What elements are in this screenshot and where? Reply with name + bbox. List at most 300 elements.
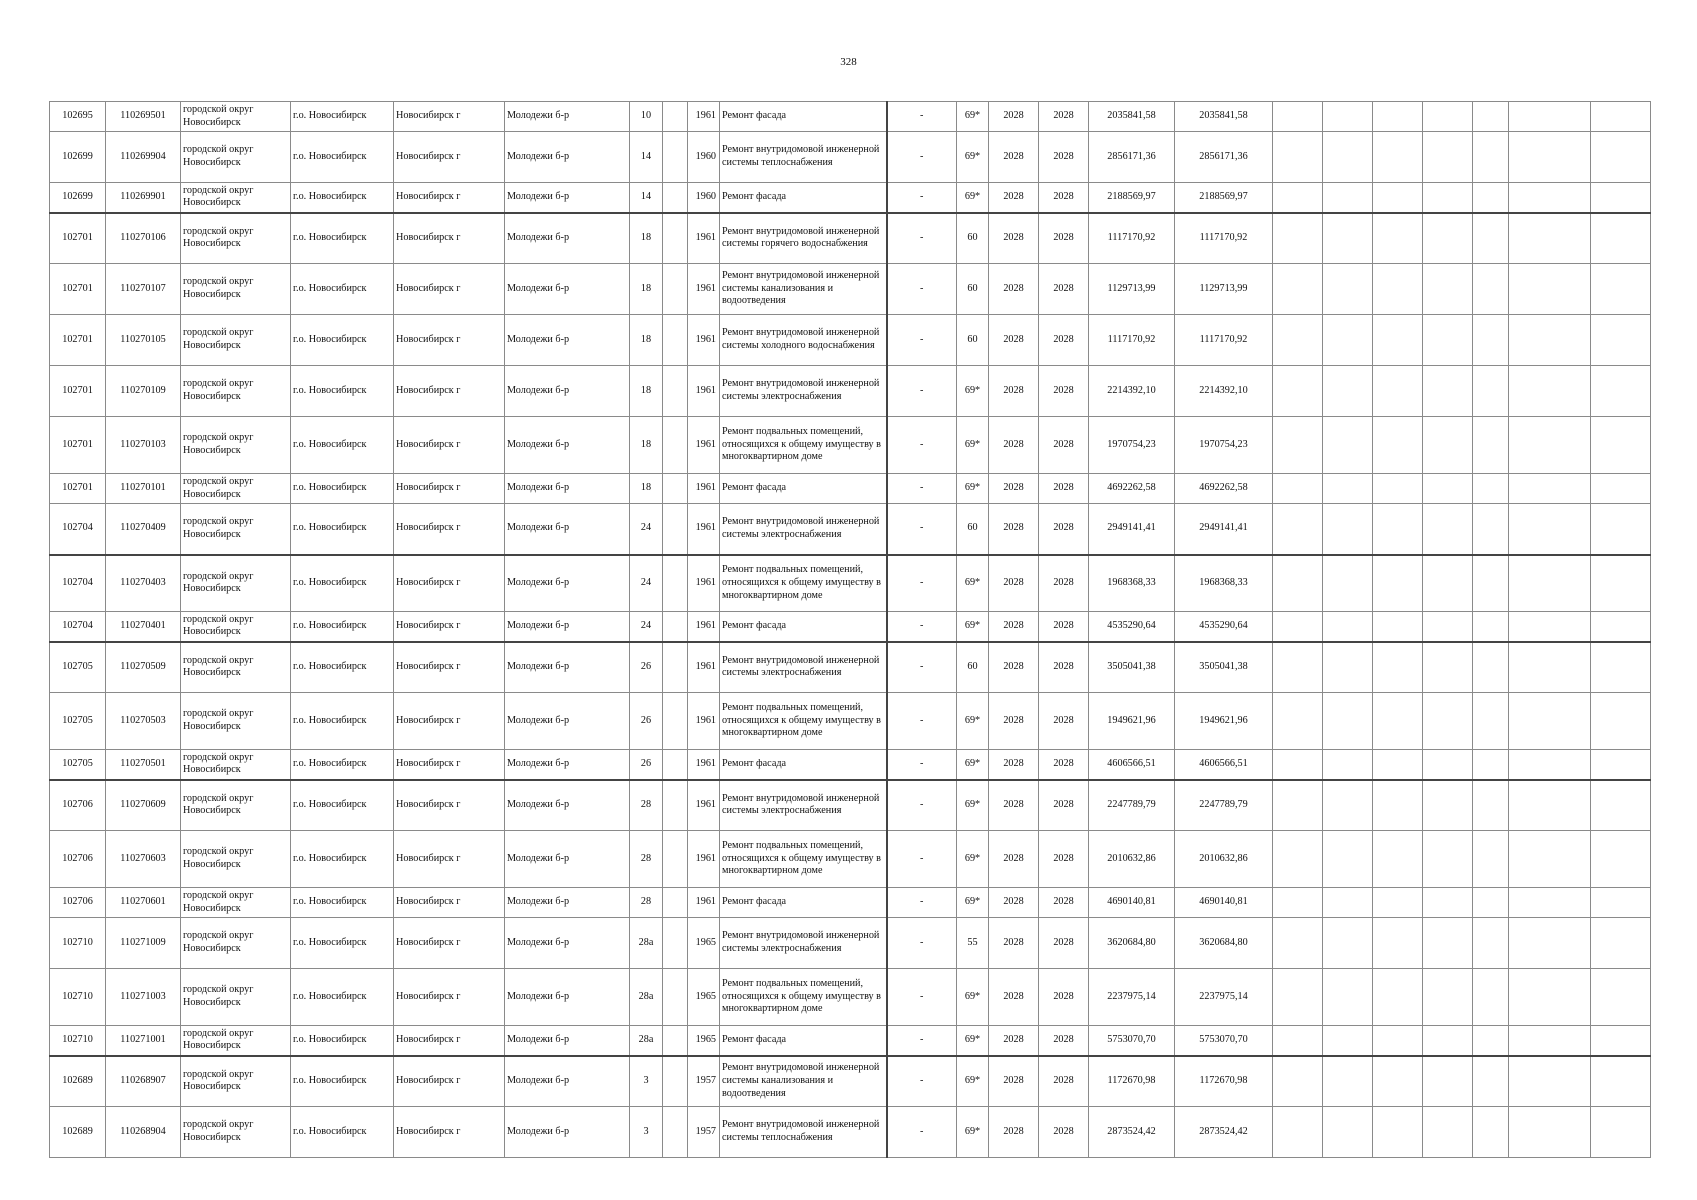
cell-empty bbox=[1323, 780, 1373, 831]
cell-empty bbox=[1423, 888, 1473, 918]
cell-id: 102704 bbox=[50, 504, 106, 555]
cell-amount-total: 2949141,41 bbox=[1089, 504, 1175, 555]
cell-dash: - bbox=[887, 366, 957, 417]
cell-street: Молодежи б-р bbox=[505, 612, 630, 642]
cell-district: городской округ Новосибирск bbox=[181, 315, 291, 366]
cell-empty bbox=[1273, 1026, 1323, 1056]
cell-id: 102701 bbox=[50, 366, 106, 417]
cell-empty bbox=[1373, 213, 1423, 264]
cell-fact-year: 2028 bbox=[1039, 474, 1089, 504]
table-row bbox=[50, 750, 1651, 780]
cell-municipality: г.о. Новосибирск bbox=[291, 504, 394, 555]
cell-year: 1961 bbox=[688, 213, 720, 264]
cell-municipality: г.о. Новосибирск bbox=[291, 417, 394, 474]
cell-municipality: г.о. Новосибирск bbox=[291, 612, 394, 642]
cell-empty bbox=[1373, 1107, 1423, 1158]
cell-fact-year: 2028 bbox=[1039, 132, 1089, 183]
cell-house: 26 bbox=[630, 693, 663, 750]
cell-empty bbox=[1591, 642, 1651, 693]
cell-work-type: Ремонт внутридомовой инженерной системы горячего водоснабжения bbox=[720, 213, 887, 264]
cell-year: 1961 bbox=[688, 642, 720, 693]
cell-city: Новосибирск г bbox=[394, 504, 505, 555]
cell-house: 3 bbox=[630, 1056, 663, 1107]
cell-empty bbox=[1423, 102, 1473, 132]
cell-empty bbox=[1473, 132, 1509, 183]
cell-year: 1957 bbox=[688, 1056, 720, 1107]
cell-empty bbox=[1509, 264, 1591, 315]
cell-id: 102704 bbox=[50, 555, 106, 612]
cell-letter bbox=[663, 642, 688, 693]
cell-empty bbox=[1591, 1026, 1651, 1056]
cell-letter bbox=[663, 417, 688, 474]
cell-empty bbox=[1273, 918, 1323, 969]
cell-code: 110271001 bbox=[106, 1026, 181, 1056]
cell-empty bbox=[1509, 102, 1591, 132]
cell-letter bbox=[663, 102, 688, 132]
cell-city: Новосибирск г bbox=[394, 102, 505, 132]
cell-empty bbox=[1509, 555, 1591, 612]
cell-empty bbox=[1273, 132, 1323, 183]
cell-city: Новосибирск г bbox=[394, 474, 505, 504]
cell-wear: 60 bbox=[957, 315, 989, 366]
cell-code: 110270107 bbox=[106, 264, 181, 315]
cell-empty bbox=[1473, 1107, 1509, 1158]
cell-empty bbox=[1423, 474, 1473, 504]
cell-empty bbox=[1373, 417, 1423, 474]
cell-work-type: Ремонт фасада bbox=[720, 183, 887, 213]
table-row bbox=[50, 504, 1651, 555]
cell-work-type: Ремонт внутридомовой инженерной системы холодного водоснабжения bbox=[720, 315, 887, 366]
cell-fact-year: 2028 bbox=[1039, 264, 1089, 315]
cell-amount-total: 2237975,14 bbox=[1089, 969, 1175, 1026]
cell-empty bbox=[1509, 366, 1591, 417]
cell-empty bbox=[1473, 831, 1509, 888]
cell-amount-total: 2247789,79 bbox=[1089, 780, 1175, 831]
cell-city: Новосибирск г bbox=[394, 693, 505, 750]
cell-empty bbox=[1473, 213, 1509, 264]
cell-empty bbox=[1323, 750, 1373, 780]
cell-empty bbox=[1509, 504, 1591, 555]
cell-work-type: Ремонт фасада bbox=[720, 102, 887, 132]
cell-empty bbox=[1591, 612, 1651, 642]
cell-empty bbox=[1473, 474, 1509, 504]
cell-code: 110270101 bbox=[106, 474, 181, 504]
cell-work-type: Ремонт внутридомовой инженерной системы электроснабжения bbox=[720, 366, 887, 417]
cell-empty bbox=[1273, 1107, 1323, 1158]
cell-street: Молодежи б-р bbox=[505, 1107, 630, 1158]
table-row bbox=[50, 888, 1651, 918]
cell-wear: 69* bbox=[957, 831, 989, 888]
cell-fact-year: 2028 bbox=[1039, 969, 1089, 1026]
cell-plan-year: 2028 bbox=[989, 504, 1039, 555]
cell-year: 1961 bbox=[688, 612, 720, 642]
cell-house: 24 bbox=[630, 555, 663, 612]
cell-district: городской округ Новосибирск bbox=[181, 888, 291, 918]
cell-empty bbox=[1273, 474, 1323, 504]
cell-empty bbox=[1323, 612, 1373, 642]
table-row bbox=[50, 1056, 1651, 1107]
cell-street: Молодежи б-р bbox=[505, 132, 630, 183]
cell-wear: 69* bbox=[957, 612, 989, 642]
cell-street: Молодежи б-р bbox=[505, 1026, 630, 1056]
cell-house: 28 bbox=[630, 831, 663, 888]
cell-district: городской округ Новосибирск bbox=[181, 780, 291, 831]
cell-wear: 69* bbox=[957, 750, 989, 780]
cell-street: Молодежи б-р bbox=[505, 969, 630, 1026]
cell-amount-total: 3620684,80 bbox=[1089, 918, 1175, 969]
cell-house: 28 bbox=[630, 780, 663, 831]
cell-amount-fund: 2856171,36 bbox=[1175, 132, 1273, 183]
cell-empty bbox=[1323, 213, 1373, 264]
cell-fact-year: 2028 bbox=[1039, 612, 1089, 642]
cell-code: 110270603 bbox=[106, 831, 181, 888]
cell-municipality: г.о. Новосибирск bbox=[291, 264, 394, 315]
cell-id: 102701 bbox=[50, 315, 106, 366]
cell-fact-year: 2028 bbox=[1039, 102, 1089, 132]
cell-amount-total: 4535290,64 bbox=[1089, 612, 1175, 642]
cell-plan-year: 2028 bbox=[989, 474, 1039, 504]
cell-empty bbox=[1323, 417, 1373, 474]
cell-year: 1961 bbox=[688, 888, 720, 918]
cell-empty bbox=[1323, 366, 1373, 417]
cell-empty bbox=[1473, 264, 1509, 315]
cell-dash: - bbox=[887, 888, 957, 918]
cell-municipality: г.о. Новосибирск bbox=[291, 1107, 394, 1158]
cell-district: городской округ Новосибирск bbox=[181, 1026, 291, 1056]
cell-district: городской округ Новосибирск bbox=[181, 918, 291, 969]
cell-house: 28а bbox=[630, 1026, 663, 1056]
cell-id: 102706 bbox=[50, 780, 106, 831]
cell-street: Молодежи б-р bbox=[505, 888, 630, 918]
cell-letter bbox=[663, 693, 688, 750]
cell-empty bbox=[1473, 417, 1509, 474]
cell-district: городской округ Новосибирск bbox=[181, 213, 291, 264]
cell-empty bbox=[1591, 693, 1651, 750]
cell-letter bbox=[663, 612, 688, 642]
cell-year: 1961 bbox=[688, 264, 720, 315]
table-row bbox=[50, 1026, 1651, 1056]
cell-empty bbox=[1373, 366, 1423, 417]
cell-wear: 69* bbox=[957, 132, 989, 183]
cell-work-type: Ремонт внутридомовой инженерной системы электроснабжения bbox=[720, 918, 887, 969]
cell-year: 1961 bbox=[688, 780, 720, 831]
cell-city: Новосибирск г bbox=[394, 918, 505, 969]
cell-empty bbox=[1591, 969, 1651, 1026]
cell-work-type: Ремонт внутридомовой инженерной системы канализования и водоотведения bbox=[720, 1056, 887, 1107]
cell-id: 102699 bbox=[50, 132, 106, 183]
cell-empty bbox=[1423, 264, 1473, 315]
cell-amount-total: 1117170,92 bbox=[1089, 213, 1175, 264]
cell-house: 3 bbox=[630, 1107, 663, 1158]
cell-empty bbox=[1323, 474, 1373, 504]
cell-empty bbox=[1509, 315, 1591, 366]
cell-amount-total: 2010632,86 bbox=[1089, 831, 1175, 888]
cell-id: 102706 bbox=[50, 831, 106, 888]
cell-amount-fund: 1117170,92 bbox=[1175, 315, 1273, 366]
cell-fact-year: 2028 bbox=[1039, 213, 1089, 264]
cell-fact-year: 2028 bbox=[1039, 183, 1089, 213]
cell-district: городской округ Новосибирск bbox=[181, 969, 291, 1026]
cell-year: 1961 bbox=[688, 693, 720, 750]
cell-empty bbox=[1423, 183, 1473, 213]
cell-work-type: Ремонт подвальных помещений, относящихся к общему имуществу в многоквартирном доме bbox=[720, 417, 887, 474]
cell-empty bbox=[1373, 831, 1423, 888]
cell-dash: - bbox=[887, 831, 957, 888]
cell-fact-year: 2028 bbox=[1039, 1026, 1089, 1056]
cell-amount-total: 2856171,36 bbox=[1089, 132, 1175, 183]
cell-municipality: г.о. Новосибирск bbox=[291, 555, 394, 612]
cell-amount-total: 5753070,70 bbox=[1089, 1026, 1175, 1056]
cell-id: 102710 bbox=[50, 918, 106, 969]
cell-empty bbox=[1323, 132, 1373, 183]
cell-house: 24 bbox=[630, 612, 663, 642]
cell-empty bbox=[1373, 555, 1423, 612]
cell-amount-fund: 3505041,38 bbox=[1175, 642, 1273, 693]
cell-street: Молодежи б-р bbox=[505, 366, 630, 417]
table-row bbox=[50, 315, 1651, 366]
cell-district: городской округ Новосибирск bbox=[181, 183, 291, 213]
cell-empty bbox=[1323, 642, 1373, 693]
cell-plan-year: 2028 bbox=[989, 366, 1039, 417]
cell-municipality: г.о. Новосибирск bbox=[291, 213, 394, 264]
cell-city: Новосибирск г bbox=[394, 132, 505, 183]
cell-empty bbox=[1373, 504, 1423, 555]
cell-code: 110268904 bbox=[106, 1107, 181, 1158]
cell-plan-year: 2028 bbox=[989, 213, 1039, 264]
cell-id: 102699 bbox=[50, 183, 106, 213]
cell-district: городской округ Новосибирск bbox=[181, 612, 291, 642]
cell-amount-total: 4692262,58 bbox=[1089, 474, 1175, 504]
cell-fact-year: 2028 bbox=[1039, 417, 1089, 474]
cell-amount-total: 1968368,33 bbox=[1089, 555, 1175, 612]
cell-empty bbox=[1509, 417, 1591, 474]
cell-empty bbox=[1373, 183, 1423, 213]
cell-district: городской округ Новосибирск bbox=[181, 102, 291, 132]
cell-empty bbox=[1591, 750, 1651, 780]
cell-house: 18 bbox=[630, 213, 663, 264]
cell-code: 110270409 bbox=[106, 504, 181, 555]
cell-empty bbox=[1423, 417, 1473, 474]
cell-empty bbox=[1423, 1056, 1473, 1107]
cell-city: Новосибирск г bbox=[394, 366, 505, 417]
cell-code: 110269904 bbox=[106, 132, 181, 183]
cell-empty bbox=[1323, 693, 1373, 750]
cell-code: 110270609 bbox=[106, 780, 181, 831]
cell-fact-year: 2028 bbox=[1039, 504, 1089, 555]
cell-amount-fund: 2237975,14 bbox=[1175, 969, 1273, 1026]
cell-empty bbox=[1273, 183, 1323, 213]
cell-empty bbox=[1509, 1026, 1591, 1056]
cell-amount-total: 1117170,92 bbox=[1089, 315, 1175, 366]
cell-district: городской округ Новосибирск bbox=[181, 132, 291, 183]
cell-empty bbox=[1473, 693, 1509, 750]
table-row bbox=[50, 612, 1651, 642]
cell-year: 1961 bbox=[688, 474, 720, 504]
cell-amount-total: 2873524,42 bbox=[1089, 1107, 1175, 1158]
cell-district: городской округ Новосибирск bbox=[181, 504, 291, 555]
cell-amount-fund: 2247789,79 bbox=[1175, 780, 1273, 831]
cell-empty bbox=[1273, 417, 1323, 474]
cell-year: 1960 bbox=[688, 132, 720, 183]
cell-id: 102701 bbox=[50, 264, 106, 315]
cell-id: 102710 bbox=[50, 969, 106, 1026]
table-row bbox=[50, 969, 1651, 1026]
cell-dash: - bbox=[887, 132, 957, 183]
cell-empty bbox=[1591, 102, 1651, 132]
cell-plan-year: 2028 bbox=[989, 918, 1039, 969]
cell-code: 110270509 bbox=[106, 642, 181, 693]
cell-amount-total: 4690140,81 bbox=[1089, 888, 1175, 918]
cell-letter bbox=[663, 1026, 688, 1056]
cell-code: 110270503 bbox=[106, 693, 181, 750]
cell-work-type: Ремонт внутридомовой инженерной системы теплоснабжения bbox=[720, 132, 887, 183]
cell-city: Новосибирск г bbox=[394, 264, 505, 315]
cell-wear: 69* bbox=[957, 1026, 989, 1056]
cell-fact-year: 2028 bbox=[1039, 642, 1089, 693]
cell-municipality: г.о. Новосибирск bbox=[291, 183, 394, 213]
cell-dash: - bbox=[887, 1107, 957, 1158]
cell-empty bbox=[1423, 504, 1473, 555]
cell-dash: - bbox=[887, 1026, 957, 1056]
cell-id: 102706 bbox=[50, 888, 106, 918]
cell-empty bbox=[1273, 780, 1323, 831]
cell-house: 24 bbox=[630, 504, 663, 555]
cell-empty bbox=[1591, 474, 1651, 504]
cell-year: 1961 bbox=[688, 315, 720, 366]
cell-house: 18 bbox=[630, 417, 663, 474]
cell-wear: 69* bbox=[957, 474, 989, 504]
cell-empty bbox=[1323, 315, 1373, 366]
cell-plan-year: 2028 bbox=[989, 264, 1039, 315]
cell-dash: - bbox=[887, 183, 957, 213]
cell-empty bbox=[1473, 102, 1509, 132]
cell-city: Новосибирск г bbox=[394, 750, 505, 780]
cell-municipality: г.о. Новосибирск bbox=[291, 888, 394, 918]
cell-plan-year: 2028 bbox=[989, 1056, 1039, 1107]
cell-id: 102689 bbox=[50, 1107, 106, 1158]
cell-district: городской округ Новосибирск bbox=[181, 555, 291, 612]
cell-plan-year: 2028 bbox=[989, 1026, 1039, 1056]
cell-empty bbox=[1273, 213, 1323, 264]
cell-empty bbox=[1373, 693, 1423, 750]
cell-empty bbox=[1473, 366, 1509, 417]
cell-empty bbox=[1423, 1107, 1473, 1158]
cell-empty bbox=[1373, 612, 1423, 642]
cell-wear: 69* bbox=[957, 366, 989, 417]
cell-empty bbox=[1323, 1107, 1373, 1158]
table-row bbox=[50, 417, 1651, 474]
cell-municipality: г.о. Новосибирск bbox=[291, 132, 394, 183]
cell-district: городской округ Новосибирск bbox=[181, 831, 291, 888]
cell-work-type: Ремонт фасада bbox=[720, 1026, 887, 1056]
cell-amount-fund: 1970754,23 bbox=[1175, 417, 1273, 474]
cell-empty bbox=[1423, 366, 1473, 417]
cell-street: Молодежи б-р bbox=[505, 555, 630, 612]
cell-year: 1961 bbox=[688, 831, 720, 888]
cell-empty bbox=[1509, 642, 1591, 693]
cell-district: городской округ Новосибирск bbox=[181, 693, 291, 750]
cell-municipality: г.о. Новосибирск bbox=[291, 831, 394, 888]
cell-wear: 60 bbox=[957, 264, 989, 315]
cell-empty bbox=[1509, 1107, 1591, 1158]
cell-letter bbox=[663, 750, 688, 780]
cell-street: Молодежи б-р bbox=[505, 918, 630, 969]
cell-municipality: г.о. Новосибирск bbox=[291, 693, 394, 750]
cell-fact-year: 2028 bbox=[1039, 1056, 1089, 1107]
cell-empty bbox=[1591, 264, 1651, 315]
cell-wear: 69* bbox=[957, 888, 989, 918]
cell-empty bbox=[1473, 612, 1509, 642]
cell-empty bbox=[1423, 831, 1473, 888]
cell-street: Молодежи б-р bbox=[505, 417, 630, 474]
table-row bbox=[50, 132, 1651, 183]
cell-municipality: г.о. Новосибирск bbox=[291, 918, 394, 969]
cell-empty bbox=[1423, 213, 1473, 264]
cell-id: 102705 bbox=[50, 693, 106, 750]
cell-plan-year: 2028 bbox=[989, 831, 1039, 888]
cell-code: 110269501 bbox=[106, 102, 181, 132]
cell-house: 14 bbox=[630, 183, 663, 213]
cell-municipality: г.о. Новосибирск bbox=[291, 969, 394, 1026]
cell-dash: - bbox=[887, 102, 957, 132]
cell-empty bbox=[1373, 102, 1423, 132]
cell-year: 1961 bbox=[688, 417, 720, 474]
cell-year: 1961 bbox=[688, 504, 720, 555]
cell-empty bbox=[1509, 693, 1591, 750]
table-row bbox=[50, 264, 1651, 315]
cell-year: 1965 bbox=[688, 1026, 720, 1056]
cell-city: Новосибирск г bbox=[394, 1107, 505, 1158]
cell-empty bbox=[1373, 1056, 1423, 1107]
cell-street: Молодежи б-р bbox=[505, 750, 630, 780]
cell-code: 110271009 bbox=[106, 918, 181, 969]
cell-amount-fund: 4692262,58 bbox=[1175, 474, 1273, 504]
cell-city: Новосибирск г bbox=[394, 315, 505, 366]
cell-fact-year: 2028 bbox=[1039, 780, 1089, 831]
cell-empty bbox=[1373, 264, 1423, 315]
cell-empty bbox=[1423, 612, 1473, 642]
cell-empty bbox=[1273, 102, 1323, 132]
cell-empty bbox=[1323, 102, 1373, 132]
cell-house: 18 bbox=[630, 315, 663, 366]
cell-letter bbox=[663, 504, 688, 555]
cell-dash: - bbox=[887, 555, 957, 612]
cell-empty bbox=[1473, 315, 1509, 366]
cell-empty bbox=[1323, 888, 1373, 918]
cell-street: Молодежи б-р bbox=[505, 1056, 630, 1107]
cell-amount-fund: 1129713,99 bbox=[1175, 264, 1273, 315]
table-row bbox=[50, 1107, 1651, 1158]
cell-city: Новосибирск г bbox=[394, 969, 505, 1026]
cell-wear: 55 bbox=[957, 918, 989, 969]
cell-work-type: Ремонт подвальных помещений, относящихся к общему имуществу в многоквартирном доме bbox=[720, 969, 887, 1026]
cell-dash: - bbox=[887, 693, 957, 750]
cell-work-type: Ремонт внутридомовой инженерной системы электроснабжения bbox=[720, 504, 887, 555]
table-row bbox=[50, 213, 1651, 264]
cell-letter bbox=[663, 213, 688, 264]
cell-empty bbox=[1473, 504, 1509, 555]
cell-letter bbox=[663, 366, 688, 417]
cell-empty bbox=[1423, 642, 1473, 693]
cell-empty bbox=[1373, 474, 1423, 504]
cell-street: Молодежи б-р bbox=[505, 831, 630, 888]
cell-dash: - bbox=[887, 612, 957, 642]
cell-empty bbox=[1273, 366, 1323, 417]
registry-table bbox=[49, 101, 1651, 1158]
cell-plan-year: 2028 bbox=[989, 888, 1039, 918]
cell-empty bbox=[1509, 888, 1591, 918]
cell-city: Новосибирск г bbox=[394, 213, 505, 264]
